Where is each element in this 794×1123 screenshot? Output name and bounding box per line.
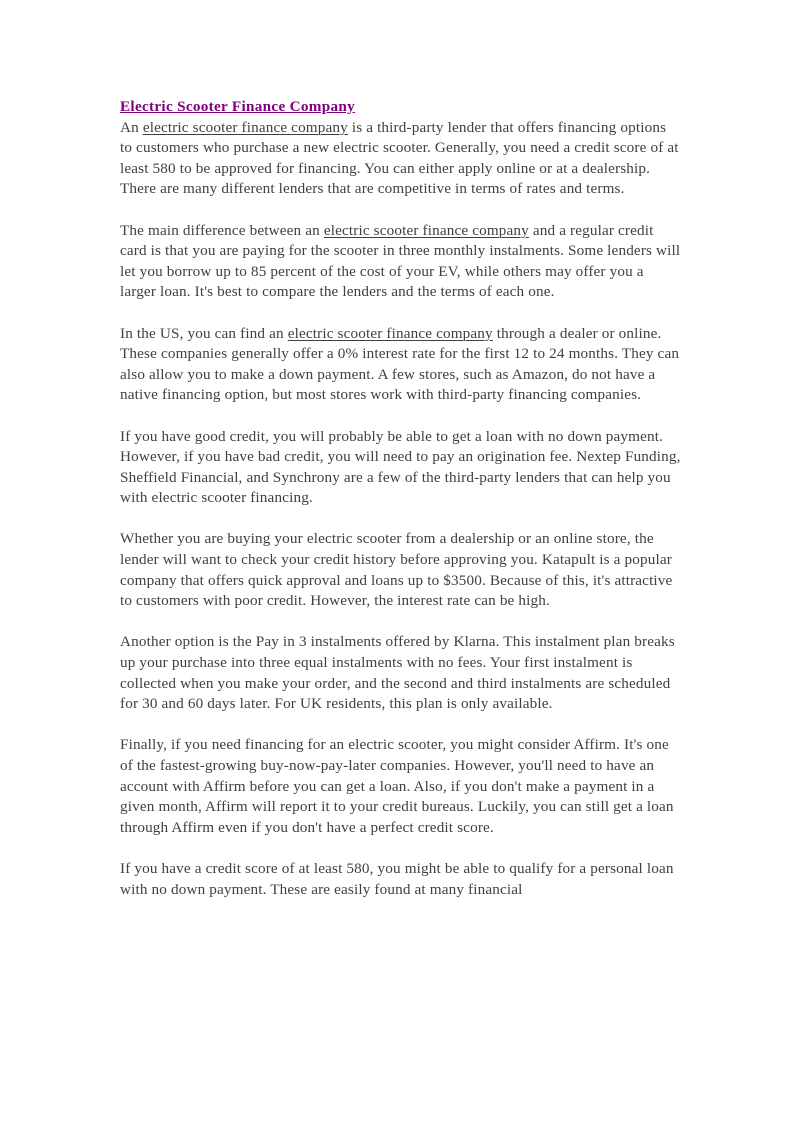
paragraph-1: [120, 118, 682, 200]
paragraph-1-lead: An: [120, 118, 143, 136]
paragraph-2: [120, 221, 682, 303]
paragraph-5: Whether you are buying your electric scooter from a dealership or an online store, the lender will want to check your credit history before approving you. Katapult is a popular company that offers quick approval and loans up to $3500. Because of this, it's attractive to customers with poor credit. However, the interest rate can be high.: [120, 530, 673, 610]
paragraph-3-body: through a dealer or online. These companies generally offer a 0% interest rate for the first 12 to 24 months. They can also allow you to make a down payment. A few stores, such as Amazon, do not have a native financing option, but most stores work with third-party financing companies.: [120, 324, 680, 404]
finance-company-link-1[interactable]: electric scooter finance company: [142, 118, 348, 136]
finance-company-link-2[interactable]: electric scooter finance company: [323, 221, 529, 239]
paragraph-3-lead: In the US, you can find an: [120, 324, 288, 342]
document-page: [120, 97, 682, 921]
paragraph-2-lead: The main difference between an: [120, 221, 324, 239]
paragraph-1-body: is a third-party lender that offers financing options to customers who purchase a new electric scooter. Generally, you need a credit score of at least 580 to be approved for financing. You can either apply online or at a dealership. There are many different lenders that are competitive in terms of rates and terms.: [120, 118, 679, 198]
document-title-link[interactable]: Electric Scooter Finance Company: [120, 98, 355, 115]
paragraph-7: Finally, if you need financing for an electric scooter, you might consider Affirm. It's one of the fastest-growing buy-now-pay-later companies. However, you'll need to have an account with Affirm before you can get a loan. Also, if you don't make a payment in a given month, Affirm will report it to your credit bureaus. Luckily, you can still get a loan through Affirm even if you don't have a perfect credit score.: [120, 736, 674, 836]
paragraph-2-body: and a regular credit card is that you are paying for the scooter in three monthly instalments. Some lenders will let you borrow up to 85 percent of the cost of your EV, while others may offer you a larger loan. It's best to compare the lenders and the terms of each one.: [120, 221, 681, 301]
paragraph-8: If you have a credit score of at least 580, you might be able to qualify for a personal loan with no down payment. These are easily found at many financial: [120, 859, 674, 898]
paragraph-3: [120, 324, 682, 406]
finance-company-link-3[interactable]: electric scooter finance company: [287, 324, 493, 342]
paragraph-6: Another option is the Pay in 3 instalments offered by Klarna. This instalment plan breaks up your purchase into three equal instalments with no fees. Your first instalment is collected when you make your order, and the second and third instalments are scheduled for 30 and 60 days later. For UK residents, this plan is only available.: [120, 633, 675, 713]
paragraph-4: If you have good credit, you will probably be able to get a loan with no down payment. However, if you have bad credit, you will need to pay an origination fee. Nextep Funding, Sheffield Financial, and Synchrony are a few of the third-party lenders that can help you with electric scooter financing.: [120, 427, 681, 507]
